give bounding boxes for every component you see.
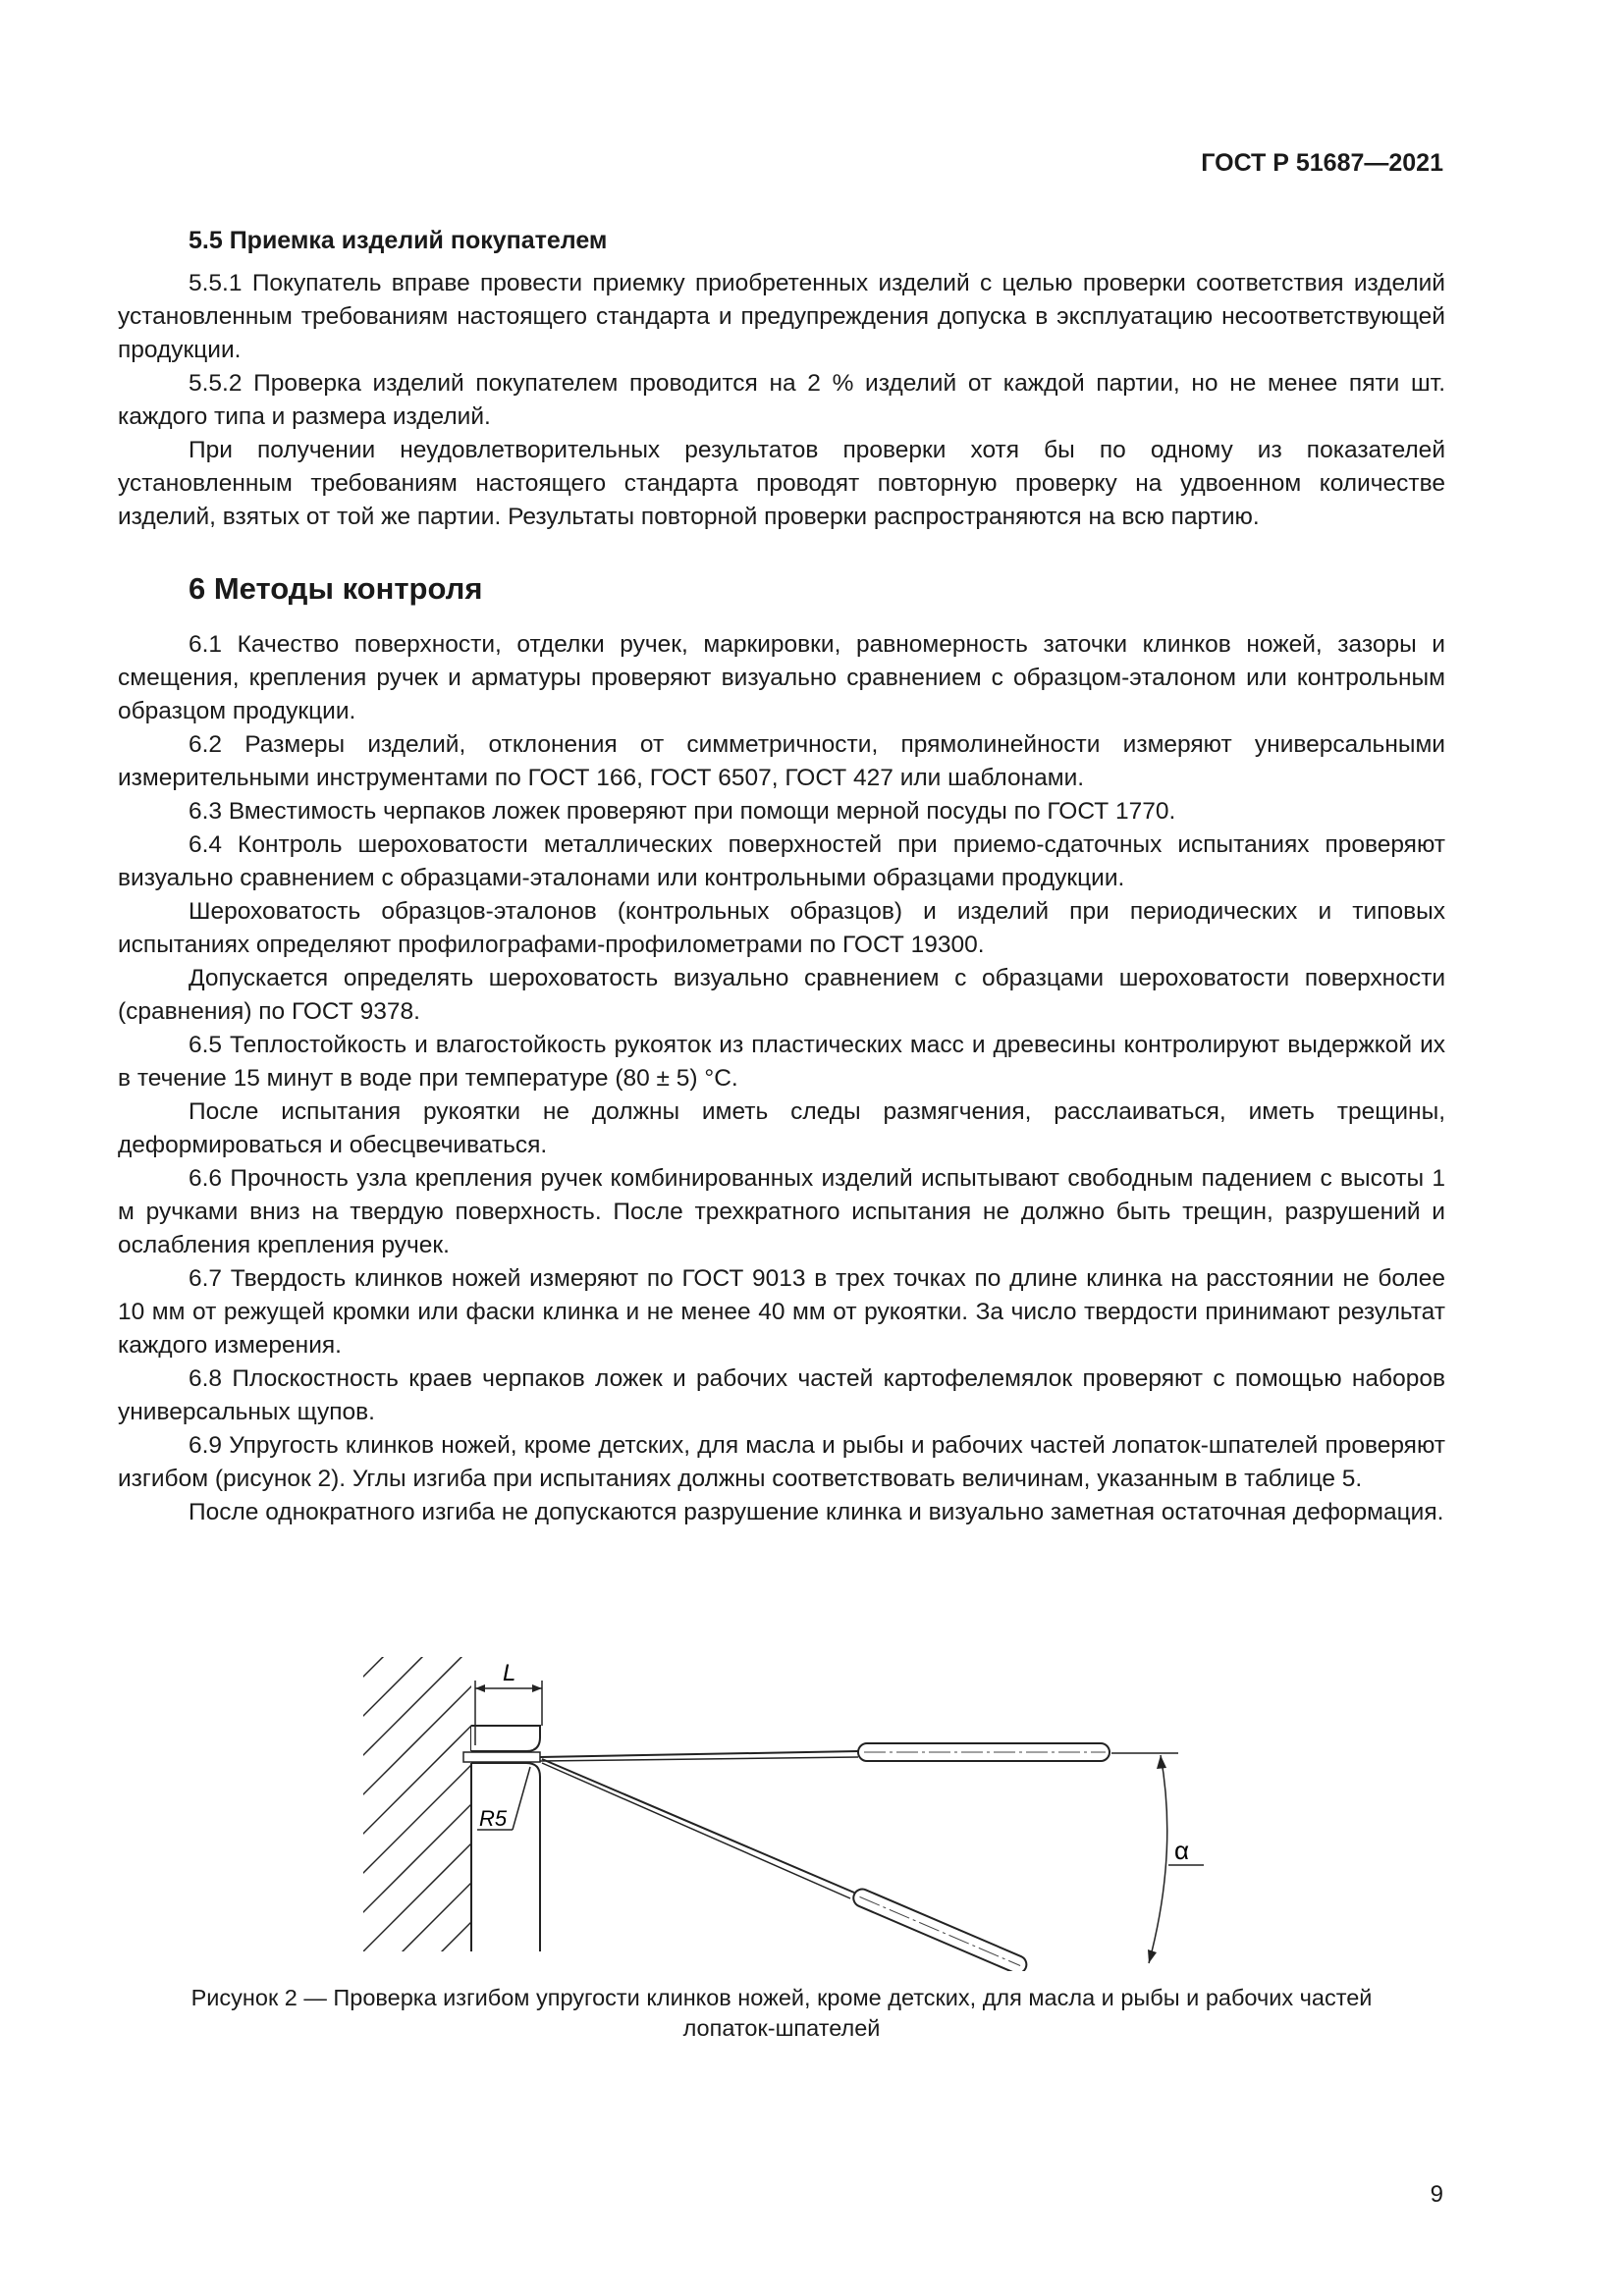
blade-bent bbox=[542, 1759, 854, 1893]
paragraph: 6.4 Контроль шероховатости металлических поверхностей при приемо-сдаточных испытаниях проверяют визуально сравнением с образцами-эталонами или контрольными образцами продукции. bbox=[118, 831, 1445, 891]
paragraph: 6.6 Прочность узла крепления ручек комбинированных изделий испытывают свободным падением с высоты 1 м ручками вниз на твердую поверхность. После трехкратного испытания не должно быть трещин, разрушений и ослабления крепления ручек. bbox=[118, 1165, 1445, 1258]
paragraph: 6.5 Теплостойкость и влагостойкость рукояток из пластических масс и древесины контролируют выдержкой их в течение 15 минут в воде при температуре (80 ± 5) °С. bbox=[118, 1032, 1445, 1092]
wall-hatching bbox=[363, 1657, 736, 1971]
paragraph: 6.7 Твердость клинков ножей измеряют по ГОСТ 9013 в трех точках по длине клинка на расстоянии не более 10 мм от режущей кромки или фаски клинка и не менее 40 мм от рукоятки. За число твердости принимают результат каждого измерения. bbox=[118, 1265, 1445, 1359]
handle-bent bbox=[850, 1887, 1029, 1971]
paragraph: Шероховатость образцов-эталонов (контрольных образцов) и изделий при периодических и типовых испытаниях определяют профилографами-профилометрами по ГОСТ 19300. bbox=[118, 898, 1445, 958]
paragraph: 5.5.1 Покупатель вправе провести приемку приобретенных изделий с целью проверки соответствия изделий установленным требованиям настоящего стандарта и предупреждения допуска в эксплуатацию несоответствующей продукции. bbox=[118, 270, 1445, 363]
caption-line: лопаток-шпателей bbox=[682, 2015, 881, 2041]
blade-root bbox=[463, 1752, 540, 1762]
figure-2-bend-test-diagram bbox=[363, 1657, 1208, 1976]
paragraph: 5.5.2 Проверка изделий покупателем проводится на 2 % изделий от каждой партии, но не менее пяти шт. каждого типа и размера изделий. bbox=[118, 370, 1445, 430]
arrow-head bbox=[475, 1684, 485, 1692]
leader-line bbox=[513, 1767, 530, 1830]
page-content bbox=[118, 224, 1445, 1529]
arrow-head bbox=[1148, 1949, 1157, 1963]
paragraph: После однократного изгиба не допускаются разрушение клинка и визуально заметная остаточная деформация. bbox=[189, 1499, 1444, 1525]
lower-jaw bbox=[471, 1763, 540, 1951]
paragraph: 6.8 Плоскостность краев черпаков ложек и рабочих частей картофелемялок проверяют с помощью наборов универсальных щупов. bbox=[118, 1365, 1445, 1425]
label-R5: R5 bbox=[479, 1806, 508, 1831]
blade-straight-edge bbox=[540, 1757, 858, 1761]
blade-straight bbox=[540, 1751, 858, 1757]
paragraph: 6.1 Качество поверхности, отделки ручек, маркировки, равномерность заточки клинков ножей, зазоры и смещения, крепления ручек и арматуры проверяют визуально сравнением с образцом-эталоном или контрольным образцом продукции. bbox=[118, 631, 1445, 724]
blade-bent-edge bbox=[542, 1763, 850, 1898]
caption-line: Рисунок 2 — Проверка изгибом упругости клинков ножей, кроме детских, для масла и рыбы и рабочих частей bbox=[190, 1985, 1373, 2010]
page-number: 9 bbox=[1430, 2181, 1443, 2208]
paragraph: При получении неудовлетворительных результатов проверки хотя бы по одному из показателей установленным требованиям настоящего стандарта проводят повторную проверку на удвоенном количестве изделий, взятых от той же партии. Результаты повторной проверки распространяются на всю партию. bbox=[118, 437, 1445, 530]
paragraph: 6.9 Упругость клинков ножей, кроме детских, для масла и рыбы и рабочих частей лопаток-шпателей проверяют изгибом (рисунок 2). Углы изгиба при испытаниях должны соответствовать величинам, указанным в таблице 5. bbox=[118, 1432, 1445, 1492]
paragraph: 6.3 Вместимость черпаков ложек проверяют при помощи мерной посуды по ГОСТ 1770. bbox=[189, 798, 1176, 825]
paragraph: После испытания рукоятки не должны иметь следы размягчения, расслаиваться, иметь трещины, деформироваться и обесцвечиваться. bbox=[118, 1098, 1445, 1158]
bend-test-drawing bbox=[363, 1657, 1208, 1971]
section-title: 5.5 Приемка изделий покупателем bbox=[189, 227, 608, 254]
arrow-head bbox=[532, 1684, 542, 1692]
figure-caption bbox=[118, 1983, 1445, 2044]
chapter-title: 6 Методы контроля bbox=[189, 571, 483, 606]
label-alpha: α bbox=[1174, 1836, 1190, 1865]
label-L: L bbox=[503, 1660, 516, 1686]
paragraph: 6.2 Размеры изделий, отклонения от симметричности, прямолинейности измеряют универсальными измерительными инструментами по ГОСТ 166, ГОСТ 6507, ГОСТ 427 или шаблонами. bbox=[118, 731, 1445, 791]
upper-jaw bbox=[471, 1726, 540, 1751]
angle-arc bbox=[1149, 1755, 1167, 1963]
document-id: ГОСТ Р 51687—2021 bbox=[1201, 149, 1443, 177]
paragraph: Допускается определять шероховатость визуально сравнением с образцами шероховатости поверхности (сравнения) по ГОСТ 9378. bbox=[118, 965, 1445, 1025]
